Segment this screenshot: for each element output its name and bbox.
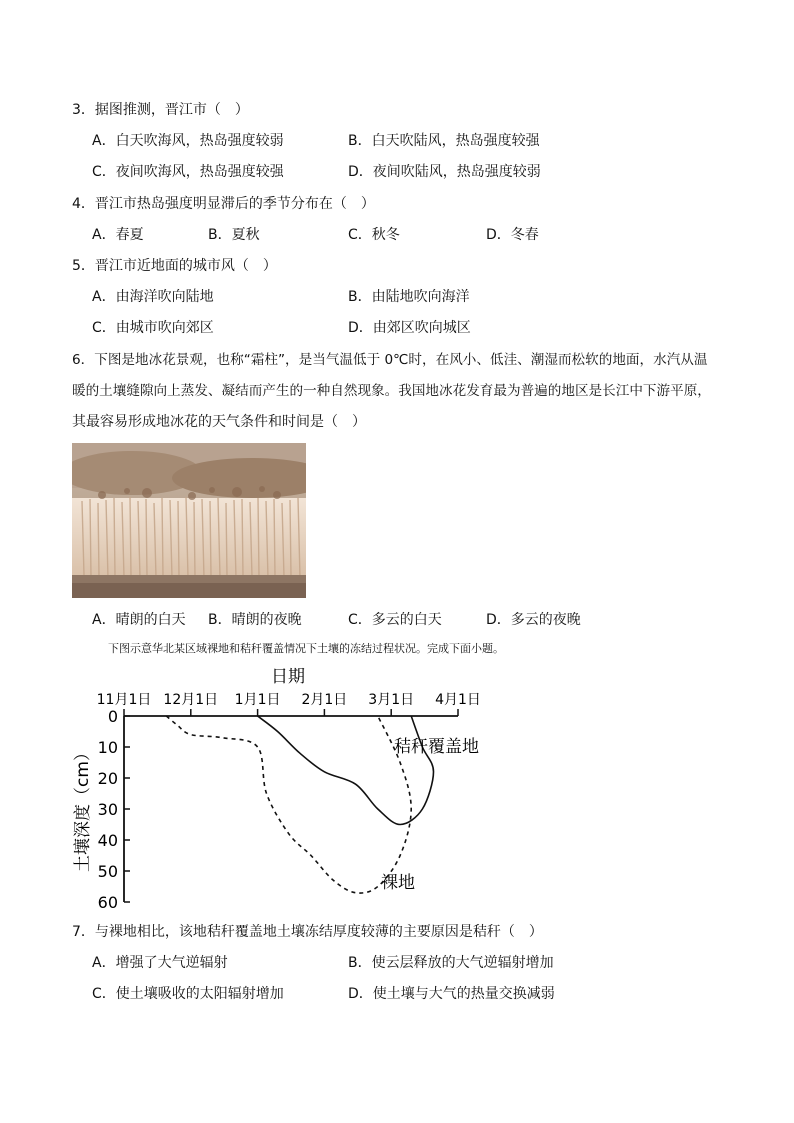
q6-option-b: B．晴朗的夜晚 bbox=[208, 612, 302, 628]
y-axis-title: 土壤深度（cm） bbox=[73, 744, 93, 872]
q3-option-c: C．夜间吹海风，热岛强度较强 bbox=[92, 164, 284, 180]
label-straw-covered: 秸秆覆盖地 bbox=[394, 737, 479, 757]
frost-column-image bbox=[72, 443, 306, 598]
q5-option-d: D．由郊区吹向城区 bbox=[348, 320, 471, 336]
q4-option-b: B．夏秋 bbox=[208, 227, 260, 243]
q4-option-c: C．秋冬 bbox=[348, 227, 400, 243]
q3-stem: 3．据图推测，晋江市（ ） bbox=[72, 102, 249, 118]
frost-column-photo bbox=[72, 443, 306, 598]
label-bare-land: 裸地 bbox=[381, 873, 415, 893]
x-tick-label: 11月1日 bbox=[96, 692, 152, 708]
q7-option-a: A．增强了大气逆辐射 bbox=[92, 955, 228, 971]
q7-option-c: C．使土壤吸收的太阳辐射增加 bbox=[92, 986, 284, 1002]
q3-option-a: A．白天吹海风，热岛强度较弱 bbox=[92, 133, 284, 149]
q5-option-a: A．由海洋吹向陆地 bbox=[92, 289, 214, 305]
q4-option-d: D．冬春 bbox=[486, 227, 539, 243]
q6-stem-line-3: 其最容易形成地冰花的天气条件和时间是（ ） bbox=[72, 414, 366, 430]
q4-option-a: A．春夏 bbox=[92, 227, 144, 243]
soil-freezing-chart-svg bbox=[68, 660, 508, 910]
q5-option-b: B．由陆地吹向海洋 bbox=[348, 289, 470, 305]
q6-option-a: A．晴朗的白天 bbox=[92, 612, 186, 628]
q7-stem: 7．与裸地相比，该地秸秆覆盖地土壤冻结厚度较薄的主要原因是秸秆（ ） bbox=[72, 924, 543, 940]
soil-freezing-chart bbox=[68, 660, 508, 914]
series-straw-covered bbox=[258, 716, 434, 825]
y-tick-label: 0 bbox=[107, 707, 118, 726]
y-tick-label: 60 bbox=[97, 893, 118, 910]
q5-stem: 5．晋江市近地面的城市风（ ） bbox=[72, 258, 277, 274]
q7-option-d: D．使土壤与大气的热量交换减弱 bbox=[348, 986, 555, 1002]
y-tick-label: 50 bbox=[97, 862, 118, 881]
q4-stem: 4．晋江市热岛强度明显滞后的季节分布在（ ） bbox=[72, 196, 375, 212]
y-tick-label: 20 bbox=[97, 769, 118, 788]
x-axis-title: 日期 bbox=[271, 667, 305, 687]
q6-option-d: D．多云的夜晚 bbox=[486, 612, 581, 628]
x-tick-label: 2月1日 bbox=[301, 692, 348, 708]
chart-intro: 下图示意华北某区域裸地和秸秆覆盖情况下土壤的冻结过程状况。完成下面小题。 bbox=[108, 642, 504, 655]
y-tick-label: 10 bbox=[97, 738, 118, 757]
q3-option-d: D．夜间吹陆风，热岛强度较弱 bbox=[348, 164, 541, 180]
q6-stem-line-2: 暖的土壤缝隙向上蒸发、凝结而产生的一种自然现象。我国地冰花发育最为普遍的地区是长江中下游平原， bbox=[72, 383, 711, 399]
q3-option-b: B．白天吹陆风，热岛强度较强 bbox=[348, 133, 540, 149]
x-tick-label: 1月1日 bbox=[234, 692, 281, 708]
q5-option-c: C．由城市吹向郊区 bbox=[92, 320, 214, 336]
x-tick-label: 4月1日 bbox=[435, 692, 481, 708]
x-tick-label: 3月1日 bbox=[368, 692, 415, 708]
y-tick-label: 30 bbox=[97, 800, 118, 819]
q6-option-c: C．多云的白天 bbox=[348, 612, 442, 628]
q6-stem-line-1: 6．下图是地冰花景观，也称“霜柱”，是当气温低于 0℃时，在风小、低洼、潮湿而松软的地面，水汽从温 bbox=[72, 352, 708, 368]
y-tick-label: 40 bbox=[97, 831, 118, 850]
q7-option-b: B．使云层释放的大气逆辐射增加 bbox=[348, 955, 554, 971]
x-tick-label: 12月1日 bbox=[163, 692, 219, 708]
